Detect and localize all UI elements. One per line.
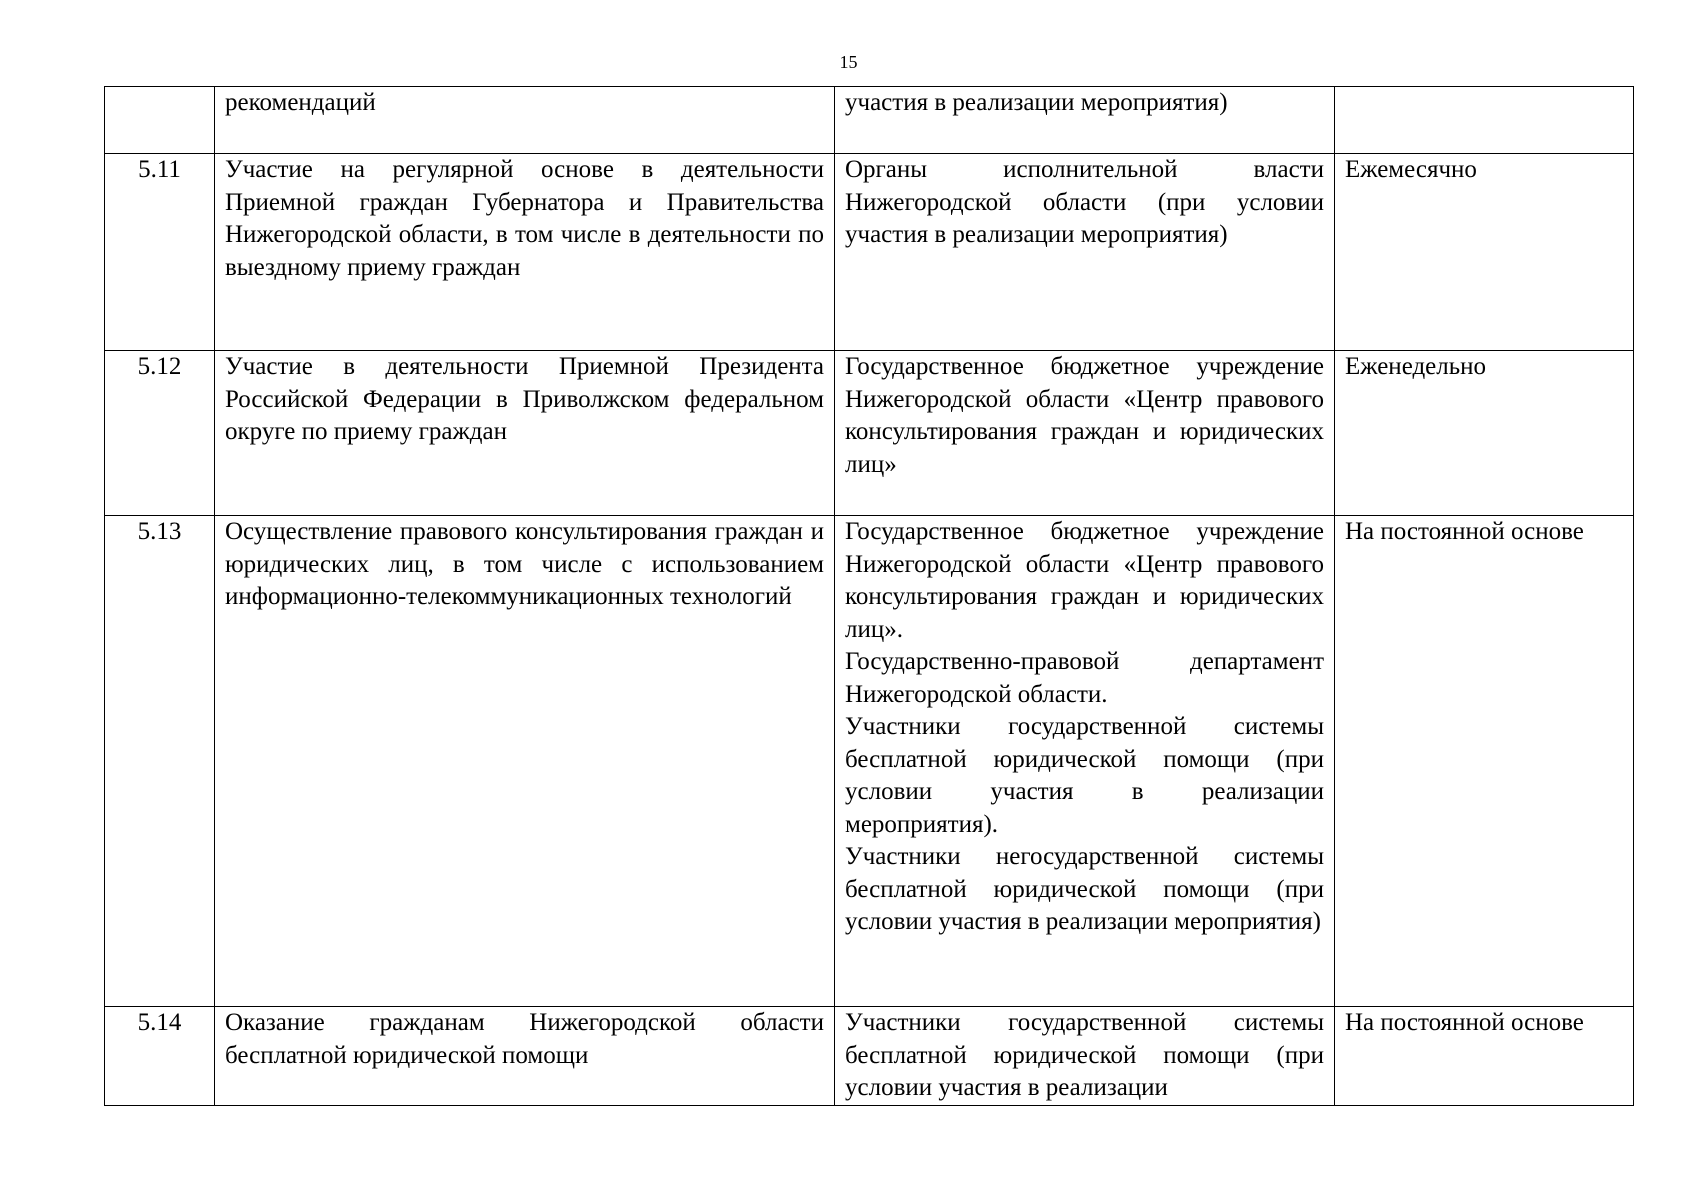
event-description: Осуществление правового консультирования граждан и юридических лиц, в том числе с использованием информационно-телекоммуникационных технологий bbox=[215, 516, 835, 1007]
executors-cell bbox=[835, 516, 1335, 1007]
table-row bbox=[105, 351, 1634, 516]
term-cell: Ежемесячно bbox=[1335, 154, 1634, 351]
executor-paragraph: Органы исполнительной власти Нижегородской области (при условии участия в реализации мероприятия) bbox=[845, 156, 1324, 248]
table-row bbox=[105, 1007, 1634, 1106]
executor-paragraph: Государственное бюджетное учреждение Нижегородской области «Центр правового консультирования граждан и юридических лиц». bbox=[845, 518, 1324, 643]
measures-table bbox=[104, 86, 1634, 1106]
row-number: 5.11 bbox=[105, 154, 215, 351]
term-cell: На постоянной основе bbox=[1335, 516, 1634, 1007]
executor-paragraph: Государственно-правовой департамент Нижегородской области. bbox=[845, 648, 1324, 708]
page-number: 15 bbox=[839, 52, 858, 72]
executors-cell bbox=[835, 351, 1335, 516]
event-description: Участие в деятельности Приемной Президента Российской Федерации в Приволжском федеральном округе по приему граждан bbox=[215, 351, 835, 516]
table-row bbox=[105, 87, 1634, 154]
table-row bbox=[105, 154, 1634, 351]
executor-paragraph: Участники государственной системы бесплатной юридической помощи (при условии участия в реализации bbox=[845, 1009, 1324, 1101]
event-description: рекомендаций bbox=[215, 87, 835, 154]
event-description: Оказание гражданам Нижегородской области бесплатной юридической помощи bbox=[215, 1007, 835, 1106]
row-number: 5.13 bbox=[105, 516, 215, 1007]
term-cell: Еженедельно bbox=[1335, 351, 1634, 516]
executor-paragraph: Участники государственной системы бесплатной юридической помощи (при условии участия в реализации мероприятия). bbox=[845, 713, 1324, 838]
row-number: 5.12 bbox=[105, 351, 215, 516]
term-cell: На постоянной основе bbox=[1335, 1007, 1634, 1106]
executors-cell bbox=[835, 87, 1335, 154]
table-row bbox=[105, 516, 1634, 1007]
executors-cell bbox=[835, 154, 1335, 351]
row-number: 5.14 bbox=[105, 1007, 215, 1106]
event-description: Участие на регулярной основе в деятельности Приемной граждан Губернатора и Правительства Нижегородской области, в том числе в деятельности по выездному приему граждан bbox=[215, 154, 835, 351]
row-number bbox=[105, 87, 215, 154]
term-cell bbox=[1335, 87, 1634, 154]
executor-paragraph: Участники негосударственной системы бесплатной юридической помощи (при условии участия в реализации мероприятия) bbox=[845, 843, 1324, 935]
executors-cell bbox=[835, 1007, 1335, 1106]
executor-paragraph: участия в реализации мероприятия) bbox=[845, 89, 1228, 116]
executor-paragraph: Государственное бюджетное учреждение Нижегородской области «Центр правового консультирования граждан и юридических лиц» bbox=[845, 353, 1324, 478]
